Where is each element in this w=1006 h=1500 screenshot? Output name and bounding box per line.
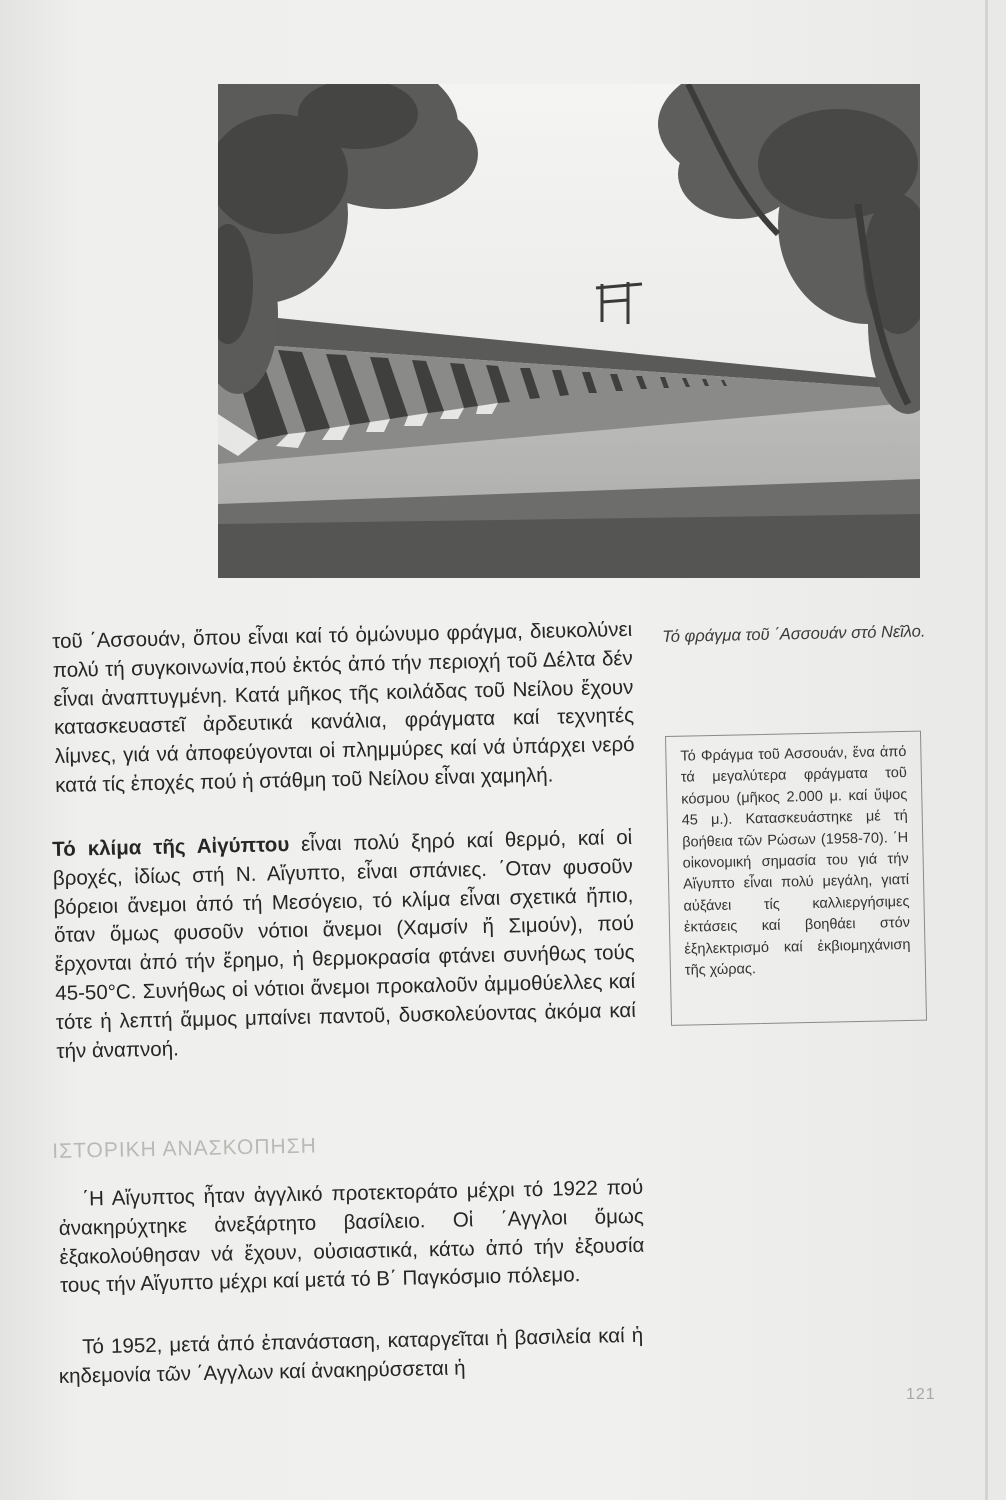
- page-number: 121: [906, 1386, 936, 1403]
- dam-photo: [218, 84, 920, 578]
- info-box: [665, 731, 927, 1026]
- climate-text: εἶναι πολύ ξηρό καί θερμό, καί οἱ βροχές, ἰδίως στή Ν. Αἴγυπτο, εἶναι σπάνιες. ΄Οταν φυσοῦν βόρειοι ἄνεμοι ἀπό τή Μεσόγειο, τό κλίμα εἶναι σχετικά ἤπιο, ὅταν ὅμως φυσοῦν νότιοι ἄνεμοι (Χαμσίν ἤ Σιμούν), πού ἔρχονται ἀπό τήν ἔρημο, ἡ θερμοκρασία φτάνει συνήθως τούς 45-50°C. Συνήθως οἱ νότιοι ἄνεμοι προκαλοῦν ἀμμοθύελλες καί τότε ἡ λεπτή ἄμμος μπαίνει παντοῦ, δυσκολεύοντας ἀκόμα καί τήν ἀναπνοή.: [52, 825, 637, 1063]
- section-heading: ΙΣΤΟΡΙΚΗ ΑΝΑΣΚΟΠΗΣΗ: [52, 1134, 318, 1163]
- page-edge: [985, 0, 988, 1500]
- main-paragraph-2: [52, 824, 637, 1066]
- photo-caption: Τό φράγμα τοῦ ΄Ασσουάν στό Νεῖλο.: [662, 622, 926, 646]
- info-box-text: Τό Φράγμα τοῦ Ασσουάν, ἕνα ἀπό τά μεγαλύτερα φράγματα τοῦ κόσμου (μῆκος 2.000 μ. καί ὕψος 45 μ.). Κατασκευάστηκε μέ τή βοήθεια τῶν Ρώσων (1958-70). ΄Η οἰκονομική σημασία του γιά τήν Αἴγυπτο εἶναι πολύ μεγάλη, γιατί αὐξάνει τίς καλλιεργήσιμες ἐκτάσεις καί βοηθάει στόν ἐξηλεκτρισμό καί ἐκβιομηχάνιση τῆς χώρας.: [680, 743, 911, 979]
- main-paragraph-1: τοῦ ΄Ασσουάν, ὅπου εἶναι καί τό ὁμώνυμο φράγμα, διευκολύνει πολύ τή συγκοινωνία,πού ἐκτός ἀπό τήν περιοχή τοῦ Δέλτα δέν εἶναι ἀναπτυγμένη. Κατά μῆκος τῆς κοιλάδας τοῦ Νείλου ἔχουν κατασκευαστεῖ ἀρδευτικά κανάλια, φράγματα καί τεχνητές λίμνες, γιά νά ἀποφεύγονται οἱ πλημμύρες καί νά ὑπάρχει νερό κατά τίς ἐποχές πού ἡ στάθμη τοῦ Νείλου εἶναι χαμηλή.: [52, 617, 635, 797]
- climate-heading: Τό κλίμα τῆς Αἰγύπτου: [52, 833, 290, 861]
- history-paragraph-1: ΄Η Αἴγυπτος ἦταν ἀγγλικό προτεκτοράτο μέχρι τό 1922 πού ἀνακηρύχτηκε ἀνεξάρτητο βασίλειο. Οἱ ΄Αγγλοι ὅμως ἐξακολούθησαν νά ἔχουν, οὐσιαστικά, κάτω ἀπό τήν ἐξουσία τους τήν Αἴγυπτο μέχρι καί μετά τό Β΄ Παγκόσμιο πόλεμο.: [58, 1175, 645, 1298]
- history-paragraph-2: Τό 1952, μετά ἀπό ἐπανάσταση, καταργεῖται ἡ βασιλεία καί ἡ κηδεμονία τῶν ΄Αγγλων καί ἀνακηρύσσεται ἡ: [58, 1323, 644, 1388]
